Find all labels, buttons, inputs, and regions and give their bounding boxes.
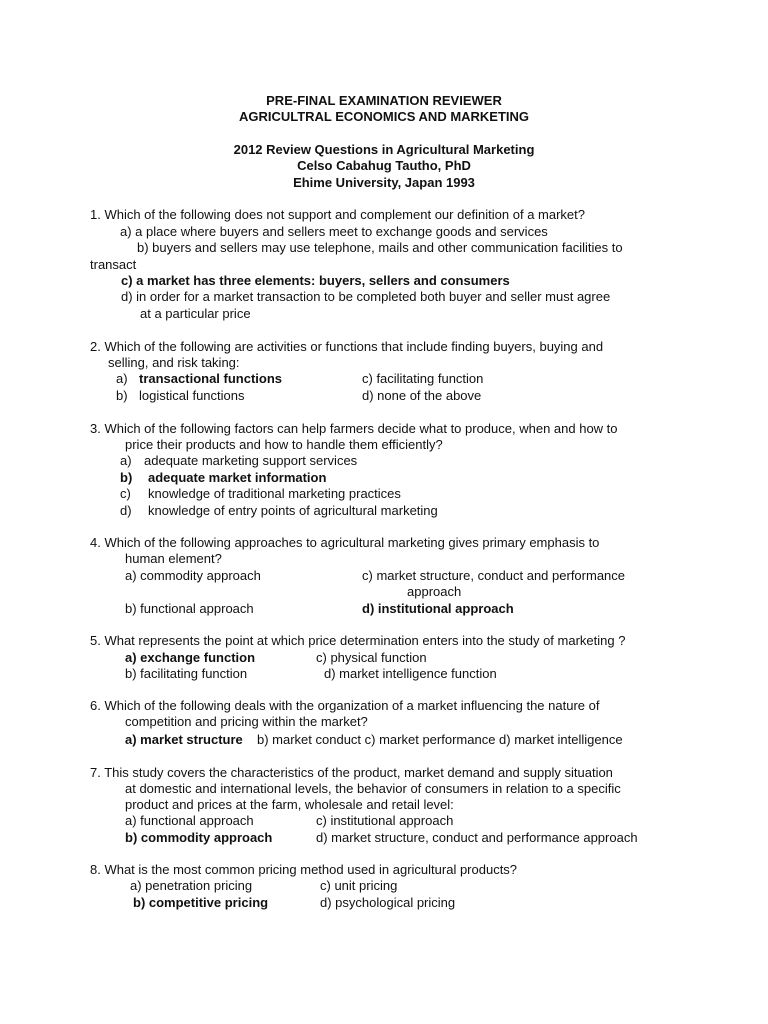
q3-option-c-letter: c) xyxy=(120,486,131,501)
q7-option-a: a) functional approach xyxy=(125,813,254,828)
q2-option-b: logistical functions xyxy=(139,388,245,403)
q8-option-b-answer: b) competitive pricing xyxy=(133,895,269,910)
q3-stem-line1: 3. Which of the following factors can help farmers decide what to produce, when and how to xyxy=(90,421,618,436)
q1-stem: 1. Which of the following does not support and complement our definition of a market? xyxy=(90,207,586,222)
q8-option-c: c) unit pricing xyxy=(320,878,398,893)
title-line-1: PRE-FINAL EXAMINATION REVIEWER xyxy=(266,93,502,108)
q7-stem-line1: 7. This study covers the characteristics of the product, market demand and supply situation xyxy=(90,765,613,780)
q5-option-c: c) physical function xyxy=(316,650,427,665)
q4-stem-line2: human element? xyxy=(125,551,222,566)
q3-option-b-answer: adequate market information xyxy=(148,470,327,485)
subtitle: 2012 Review Questions in Agricultural Marketing xyxy=(233,142,535,157)
q1-option-b-line1: b) buyers and sellers may use telephone, mails and other communication facilities to xyxy=(137,240,623,255)
q2-option-a-answer: transactional functions xyxy=(139,371,283,386)
q3-option-d: knowledge of entry points of agricultural marketing xyxy=(148,503,438,518)
q4-stem-line1: 4. Which of the following approaches to agricultural marketing gives primary emphasis to xyxy=(90,535,600,550)
q1-option-a: a) a place where buyers and sellers meet to exchange goods and services xyxy=(120,224,548,239)
q6-stem-line1: 6. Which of the following deals with the organization of a market influencing the nature of xyxy=(90,698,600,713)
q7-option-c: c) institutional approach xyxy=(316,813,454,828)
q5-option-a-answer: a) exchange function xyxy=(125,650,256,665)
q4-option-c-line2: approach xyxy=(407,584,462,599)
q3-option-a: adequate marketing support services xyxy=(144,453,358,468)
q7-option-d: d) market structure, conduct and performance approach xyxy=(316,830,638,845)
q2-option-d: d) none of the above xyxy=(362,388,482,403)
q3-stem-line2: price their products and how to handle them efficiently? xyxy=(125,437,443,452)
q5-stem: 5. What represents the point at which price determination enters into the study of marketing ? xyxy=(90,633,626,648)
title-line-2: AGRICULTRAL ECONOMICS AND MARKETING xyxy=(238,109,530,124)
q1-option-d-line2: at a particular price xyxy=(140,306,251,321)
q2-stem-line2: selling, and risk taking: xyxy=(108,355,240,370)
q4-option-a: a) commodity approach xyxy=(125,568,261,583)
q8-option-d: d) psychological pricing xyxy=(320,895,456,910)
q6-option-a-answer: a) market structure xyxy=(125,732,243,747)
q3-option-d-letter: d) xyxy=(120,503,132,518)
q1-option-c-answer: c) a market has three elements: buyers, sellers and consumers xyxy=(121,273,510,288)
q7-stem-line3: product and prices at the farm, wholesale and retail level: xyxy=(125,797,454,812)
q1-option-d-line1: d) in order for a market transaction to be completed both buyer and seller must agree xyxy=(121,289,611,304)
q4-option-b: b) functional approach xyxy=(125,601,254,616)
q3-option-a-letter: a) xyxy=(120,453,132,468)
q2-stem-line1: 2. Which of the following are activities or functions that include finding buyers, buying and xyxy=(90,339,604,354)
q6-options-rest: b) market conduct c) market performance d) market intelligence xyxy=(257,732,623,747)
affiliation: Ehime University, Japan 1993 xyxy=(293,175,475,190)
q7-stem-line2: at domestic and international levels, the behavior of consumers in relation to a specific xyxy=(125,781,621,796)
q2-option-b-letter: b) xyxy=(116,388,128,403)
q2-option-a-letter: a) xyxy=(116,371,128,386)
q7-option-b-answer: b) commodity approach xyxy=(125,830,273,845)
author: Celso Cabahug Tautho, PhD xyxy=(297,158,471,173)
q3-option-b-letter: b) xyxy=(120,470,133,485)
q2-option-c: c) facilitating function xyxy=(362,371,484,386)
q4-option-c-line1: c) market structure, conduct and performance xyxy=(362,568,626,583)
q1-option-b-line2: transact xyxy=(90,257,137,272)
q5-option-b: b) facilitating function xyxy=(125,666,248,681)
q8-option-a: a) penetration pricing xyxy=(130,878,253,893)
q6-stem-line2: competition and pricing within the market? xyxy=(125,714,368,729)
q8-stem: 8. What is the most common pricing method used in agricultural products? xyxy=(90,862,518,877)
q4-option-d-answer: d) institutional approach xyxy=(362,601,514,616)
q5-option-d: d) market intelligence function xyxy=(324,666,497,681)
q3-option-c: knowledge of traditional marketing practices xyxy=(148,486,401,501)
